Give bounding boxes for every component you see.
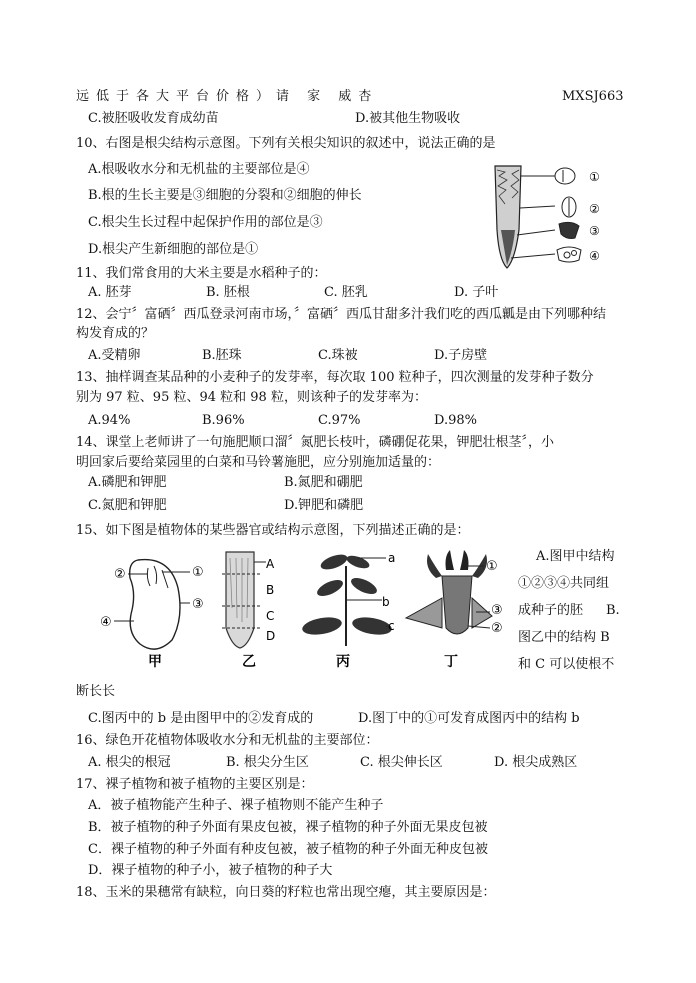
q13-options xyxy=(88,412,608,430)
svg-text:b: b xyxy=(382,595,390,609)
svg-text:乙: 乙 xyxy=(242,654,256,670)
root-tip-figure xyxy=(485,160,620,270)
svg-text:丙: 丙 xyxy=(336,654,350,670)
q15-option-b-line2: 和 C 可以使根不 xyxy=(518,657,615,672)
q12-stem-line1: 12、会宁〞富硒〞西瓜登录河南市场，〞富硒〞西瓜甘甜多汁我们吃的西瓜瓤是由下列哪种结 xyxy=(76,307,607,322)
q12-option-d: D.子房壁 xyxy=(434,348,488,363)
svg-text:①: ① xyxy=(486,559,498,574)
root-tip-label-2: ② xyxy=(589,202,600,216)
q12-option-a: A.受精卵 xyxy=(88,348,141,363)
q12-option-b: B.胚珠 xyxy=(202,348,242,363)
embryo-diagram xyxy=(406,550,503,670)
svg-text:甲: 甲 xyxy=(148,654,162,670)
q12-options xyxy=(88,347,608,365)
svg-text:③: ③ xyxy=(192,597,204,612)
q15-option-a-line1: A.图甲中结构 xyxy=(536,549,615,564)
q13-option-d: D.98% xyxy=(434,413,477,428)
q15-option-d: D.图丁中的①可发育成图丙中的结构 b xyxy=(358,711,580,726)
header-note: 远低于各大平台价格）请 家 威杏 xyxy=(76,89,379,104)
q18-stem: 18、玉米的果穗常有缺粒，向日葵的籽粒也常出现空瘪，其主要原因是： xyxy=(76,885,496,900)
q17-stem: 17、裸子植物和被子植物的主要区别是： xyxy=(76,777,314,792)
svg-text:a: a xyxy=(388,551,396,565)
seed-diagram xyxy=(100,560,204,670)
q11-options xyxy=(88,284,608,302)
q14-stem-line2: 明回家后要给菜园里的白菜和马铃薯施肥，应分别施加适量的： xyxy=(76,455,441,470)
svg-text:②: ② xyxy=(114,567,126,582)
q13-stem-line2: 别为 97 粒、95 粒、94 粒和 98 粒，则该种子的发芽率为： xyxy=(76,390,427,405)
q13-stem-line1: 13、抽样调查某品种的小麦种子的发芽率，每次取 100 粒种子，四次测量的发芽种子数分 xyxy=(76,370,594,385)
q13-option-a: A.94% xyxy=(88,413,131,428)
q15-option-a-line3: 成种子的胚 xyxy=(518,603,584,618)
svg-text:丁: 丁 xyxy=(444,654,458,670)
svg-text:④: ④ xyxy=(100,615,112,630)
q11-option-c: C. 胚乳 xyxy=(324,285,368,300)
svg-text:①: ① xyxy=(192,565,204,580)
q11-option-d: D. 子叶 xyxy=(454,285,499,300)
root-tip-label-3: ③ xyxy=(589,224,600,238)
q14-option-d: D.钾肥和磷肥 xyxy=(284,498,364,513)
q10-option-a: A.根吸收水分和无机盐的主要部位是④ xyxy=(88,162,310,177)
q9-option-d: D.被其他生物吸收 xyxy=(355,111,461,126)
q9-option-c: C.被胚吸收发育成幼苗 xyxy=(88,111,219,126)
q16-option-c: C. 根尖伸长区 xyxy=(360,755,443,770)
q15-stem: 15、如下图是植物体的某些器官或结构示意图，下列描述正确的是： xyxy=(76,523,470,538)
q14-option-c: C.氮肥和钾肥 xyxy=(88,498,167,513)
doc-code: MXSJ663 xyxy=(562,89,624,104)
seedling-diagram xyxy=(301,551,395,670)
q17-option-a: A．被子植物能产生种子、裸子植物则不能产生种子 xyxy=(88,798,384,813)
q15-figures xyxy=(96,548,512,670)
q16-option-a: A. 根尖的根冠 xyxy=(88,755,171,770)
q11-stem: 11、我们常食用的大米主要是水稻种子的： xyxy=(76,266,327,281)
q17-option-d: D．裸子植物的种子小，被子植物的种子大 xyxy=(88,863,333,878)
q15-option-a-line2: ①②③④共同组 xyxy=(518,576,610,591)
root-tip-label-4: ④ xyxy=(589,249,600,263)
q12-option-c: C.珠被 xyxy=(318,348,358,363)
q16-option-b: B. 根尖分生区 xyxy=(226,755,309,770)
q17-option-c: C．裸子植物的种子外面有种皮包被，被子植物的种子外面无种皮包被 xyxy=(88,842,488,857)
q15-option-c: C.图丙中的 b 是由图甲中的②发育成的 xyxy=(88,711,314,726)
q10-stem: 10、右图是根尖结构示意图。下列有关根尖知识的叙述中，说法正确的是 xyxy=(76,136,496,151)
svg-text:②: ② xyxy=(491,621,503,636)
q12-stem-line2: 构发育成的？ xyxy=(76,326,155,341)
root-zones-diagram xyxy=(222,552,275,670)
q14-option-b: B.氮肥和硼肥 xyxy=(284,475,363,490)
q16-stem: 16、绿色开花植物体吸收水分和无机盐的主要部位： xyxy=(76,733,379,748)
q10-option-d: D.根尖产生新细胞的部位是① xyxy=(88,242,259,257)
q11-option-b: B. 胚根 xyxy=(206,285,250,300)
q13-option-c: C.97% xyxy=(318,413,361,428)
q17-option-b: B．被子植物的种子外面有果皮包被，裸子植物的种子外面无果皮包被 xyxy=(88,820,488,835)
q15-option-b-prefix: B. xyxy=(606,603,620,618)
q13-option-b: B.96% xyxy=(202,413,245,428)
svg-text:B: B xyxy=(266,583,275,597)
q14-option-a: A.磷肥和钾肥 xyxy=(88,475,167,490)
root-tip-label-1: ① xyxy=(589,170,600,184)
svg-text:C: C xyxy=(266,609,275,623)
q11-option-a: A. 胚芽 xyxy=(88,285,132,300)
q15-option-b-line1: 图乙中的结构 B xyxy=(518,630,610,645)
svg-text:D: D xyxy=(266,629,276,643)
q16-option-d: D. 根尖成熟区 xyxy=(494,755,578,770)
svg-text:③: ③ xyxy=(491,603,503,618)
svg-text:A: A xyxy=(266,557,275,571)
q16-options xyxy=(88,754,608,772)
q10-option-c: C.根尖生长过程中起保护作用的部位是③ xyxy=(88,215,323,230)
q15-option-b-end: 断长长 xyxy=(76,684,116,699)
q10-option-b: B.根的生长主要是③细胞的分裂和②细胞的伸长 xyxy=(88,188,362,203)
svg-text:c: c xyxy=(388,619,395,633)
q14-stem-line1: 14、课堂上老师讲了一句施肥顺口溜〞氮肥长枝叶，磷硼促花果，钾肥壮根茎〞，小 xyxy=(76,435,555,450)
